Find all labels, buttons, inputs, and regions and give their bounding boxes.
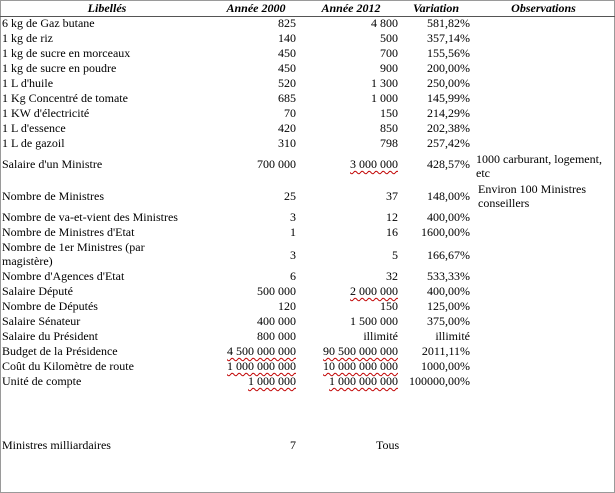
row-label: Nombre de va-et-vient des Ministres xyxy=(2,210,178,224)
row-label: Salaire d'un Ministre xyxy=(2,157,103,171)
row-variation: 125,00% xyxy=(427,299,470,313)
row-label: Nombre de Députés xyxy=(2,299,98,313)
row-value-2012: 16 xyxy=(386,225,398,239)
row-variation: 100000,00% xyxy=(409,374,470,388)
row-variation: 2011,11% xyxy=(421,344,470,358)
row-value-2000: 6 xyxy=(290,269,296,283)
row-value-2000: 1 xyxy=(290,225,296,239)
row-variation: illimité xyxy=(435,329,470,343)
header-observations: Observations xyxy=(511,1,576,15)
row-value-2012: 12 xyxy=(386,210,398,224)
row-value-2012: 32 xyxy=(386,269,398,283)
row-value-2000: 70 xyxy=(284,106,296,120)
row-value-2012: 1 500 000 xyxy=(350,314,398,328)
row-variation: 145,99% xyxy=(427,91,470,105)
row-value-2000: 310 xyxy=(278,136,296,150)
observation-salaire-ministre: 1000 carburant, logement, etc xyxy=(476,152,602,180)
row-label: Budget de la Présidence xyxy=(2,344,118,358)
row-label: Salaire Député xyxy=(2,284,73,298)
row-value-2012: 4 800 xyxy=(371,16,398,30)
row-variation: 375,00% xyxy=(427,314,470,328)
row-value-2012: 850 xyxy=(380,121,398,135)
row-label: 1 kg de sucre en poudre xyxy=(2,61,117,75)
row-value-2000: 500 000 xyxy=(257,284,296,298)
row-label: Ministres milliardaires xyxy=(2,438,111,452)
table-header xyxy=(0,0,615,17)
row-value-2000: 1 000 000 xyxy=(248,374,296,388)
row-value-2000: 685 xyxy=(278,91,296,105)
row-value-2012: 3 000 000 xyxy=(350,157,398,171)
row-value-2012: 1 000 xyxy=(371,91,398,105)
row-variation: 155,56% xyxy=(427,46,470,60)
row-value-2012: 150 xyxy=(380,106,398,120)
row-variation: 428,57% xyxy=(427,157,470,171)
row-label: Nombre de 1er Ministres (par magistère) xyxy=(2,240,145,268)
row-value-2012: 5 xyxy=(392,248,398,262)
row-label: Nombre de Ministres xyxy=(2,189,104,203)
row-value-2012: 900 xyxy=(380,61,398,75)
header-variation: Variation xyxy=(412,1,460,15)
row-value-2000: 400 000 xyxy=(257,314,296,328)
row-variation: 166,67% xyxy=(427,248,470,262)
row-value-2012: 2 000 000 xyxy=(350,284,398,298)
row-value-2000: 1 000 000 000 xyxy=(227,359,296,373)
row-value-2000: 520 xyxy=(278,76,296,90)
row-value-2012: 1 300 xyxy=(371,76,398,90)
row-variation: 1600,00% xyxy=(421,225,470,239)
row-label: 1 kg de sucre en morceaux xyxy=(2,46,131,60)
row-label: 6 kg de Gaz butane xyxy=(2,16,95,30)
row-label: Salaire Sénateur xyxy=(2,314,81,328)
row-value-2012: 500 xyxy=(380,31,398,45)
row-label: Salaire du Président xyxy=(2,329,98,343)
row-label: 1 L de gazoil xyxy=(2,136,65,150)
row-label: 1 Kg Concentré de tomate xyxy=(2,91,128,105)
row-value-2012: 798 xyxy=(380,136,398,150)
row-variation: 250,00% xyxy=(427,76,470,90)
row-variation: 257,42% xyxy=(427,136,470,150)
row-label: 1 L d'huile xyxy=(2,76,54,90)
row-value-2012: illimité xyxy=(363,329,398,343)
row-value-2012: 1 000 000 000 xyxy=(329,374,398,388)
row-value-2000: 800 000 xyxy=(257,329,296,343)
row-variation: 214,29% xyxy=(427,106,470,120)
header-annee-2000: Année 2000 xyxy=(226,1,286,15)
row-value-2000: 3 xyxy=(290,210,296,224)
row-value-2000: 3 xyxy=(290,248,296,262)
row-variation: 400,00% xyxy=(427,210,470,224)
row-value-2000: 7 xyxy=(290,438,296,452)
header-libelles: Libellés xyxy=(87,1,127,15)
row-value-2012: 10 000 000 000 xyxy=(323,359,398,373)
row-value-2012: 700 xyxy=(380,46,398,60)
row-variation: 533,33% xyxy=(427,269,470,283)
row-variation: 1000,00% xyxy=(421,359,470,373)
row-value-2000: 25 xyxy=(284,189,296,203)
row-variation: 148,00% xyxy=(427,189,470,203)
row-value-2012: 90 500 000 000 xyxy=(323,344,398,358)
row-value-2000: 825 xyxy=(278,16,296,30)
row-value-2012: Tous xyxy=(376,438,400,452)
row-label: Nombre de Ministres d'Etat xyxy=(2,225,135,239)
row-value-2000: 120 xyxy=(278,299,296,313)
row-label: 1 kg de riz xyxy=(2,31,53,45)
row-label: 1 L d'essence xyxy=(2,121,66,135)
observation-nombre-ministres: Environ 100 Ministres conseillers xyxy=(478,182,586,210)
row-label: Nombre d'Agences d'Etat xyxy=(2,269,125,283)
row-value-2000: 420 xyxy=(278,121,296,135)
row-value-2012: 37 xyxy=(386,189,398,203)
row-variation: 400,00% xyxy=(427,284,470,298)
row-value-2000: 450 xyxy=(278,46,296,60)
row-variation: 357,14% xyxy=(427,31,470,45)
row-variation: 581,82% xyxy=(427,16,470,30)
row-label: 1 KW d'électricité xyxy=(2,106,90,120)
row-variation: 202,38% xyxy=(427,121,470,135)
row-value-2000: 4 500 000 000 xyxy=(227,344,296,358)
row-value-2012: 150 xyxy=(380,299,398,313)
row-value-2000: 140 xyxy=(278,31,296,45)
row-label: Coût du Kilomètre de route xyxy=(2,359,134,373)
row-value-2000: 700 000 xyxy=(257,157,296,171)
header-annee-2012: Année 2012 xyxy=(321,1,381,15)
row-label: Unité de compte xyxy=(2,374,82,388)
row-value-2000: 450 xyxy=(278,61,296,75)
row-variation: 200,00% xyxy=(427,61,470,75)
